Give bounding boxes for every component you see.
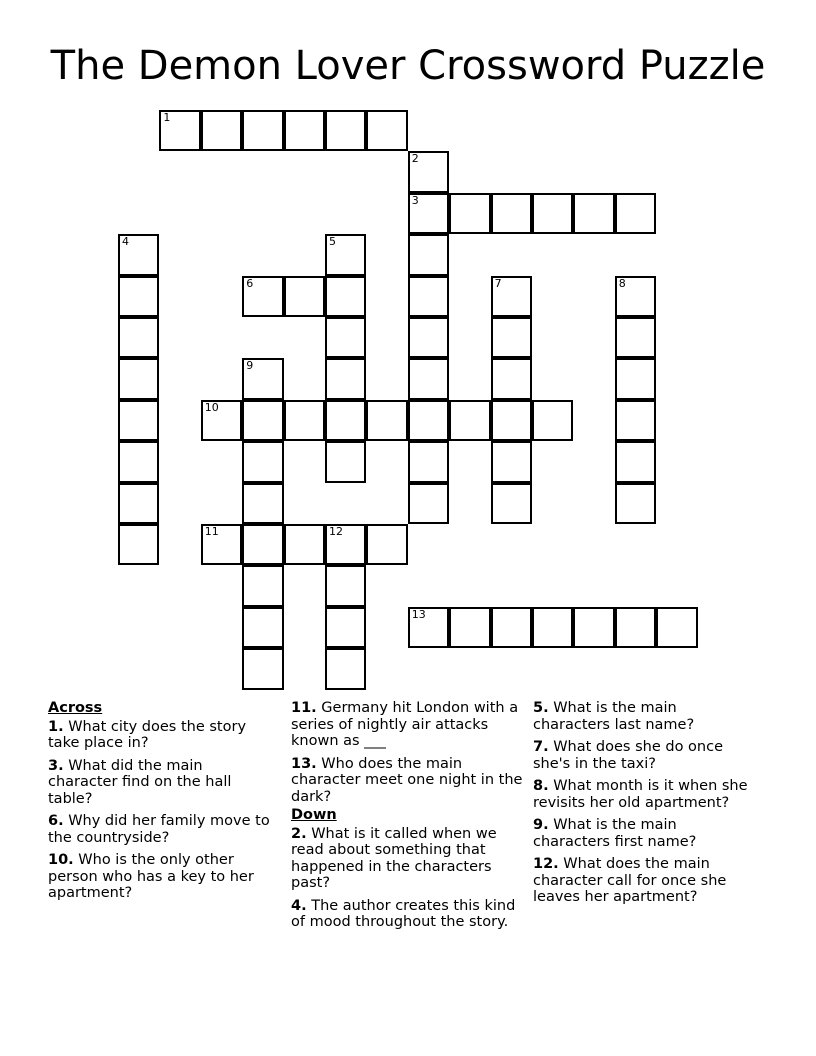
clue-number: 7. (533, 739, 549, 755)
clue-text: Who does the main character meet one night in the dark? (291, 755, 523, 805)
grid-cell[interactable] (532, 193, 573, 234)
grid-cell[interactable] (366, 524, 407, 565)
clue-down-8 (533, 778, 748, 811)
grid-cell[interactable] (615, 483, 656, 524)
grid-cell[interactable] (325, 358, 366, 399)
grid-cell[interactable] (159, 110, 200, 151)
grid-cell[interactable] (408, 193, 449, 234)
clue-across-10 (48, 852, 273, 902)
grid-cell[interactable] (449, 193, 490, 234)
grid-cell[interactable] (491, 400, 532, 441)
clue-text: Why did her family move to the countryside? (48, 813, 270, 846)
grid-cell[interactable] (491, 441, 532, 482)
grid-cell[interactable] (325, 524, 366, 565)
grid-cell[interactable] (408, 358, 449, 399)
grid-cell[interactable] (118, 317, 159, 358)
clue-across-11 (291, 700, 523, 750)
grid-cell[interactable] (118, 358, 159, 399)
grid-cell[interactable] (449, 400, 490, 441)
cell-number: 7 (494, 276, 502, 290)
cell-number: 13 (411, 607, 426, 621)
clue-down-2 (291, 826, 523, 892)
cell-number: 10 (204, 400, 219, 414)
grid-cell[interactable] (118, 234, 159, 275)
cell-number: 2 (411, 152, 419, 166)
grid-cell[interactable] (491, 276, 532, 317)
grid-cell[interactable] (325, 441, 366, 482)
grid-cell[interactable] (284, 524, 325, 565)
down-heading: Down (291, 807, 337, 823)
clue-number: 11. (291, 700, 317, 716)
grid-cell[interactable] (242, 110, 283, 151)
grid-cell[interactable] (615, 607, 656, 648)
clue-column-2 (291, 700, 523, 937)
grid-cell[interactable] (532, 400, 573, 441)
clue-number: 8. (533, 778, 549, 794)
clue-text: Germany hit London with a series of nightly air attacks known as ___ (291, 700, 519, 749)
grid-cell[interactable] (242, 400, 283, 441)
grid-cell[interactable] (201, 400, 242, 441)
grid-cell[interactable] (615, 317, 656, 358)
grid-cell[interactable] (532, 607, 573, 648)
page-title: The Demon Lover Crossword Puzzle (50, 43, 766, 89)
cell-number: 6 (246, 276, 254, 290)
clue-down-9 (533, 817, 748, 850)
grid-cell[interactable] (325, 648, 366, 689)
grid-cell[interactable] (201, 110, 242, 151)
grid-cell[interactable] (325, 317, 366, 358)
cell-number: 12 (329, 525, 343, 538)
grid-cell[interactable] (242, 524, 283, 565)
clue-text: What did the main character find on the hall table? (48, 757, 232, 807)
grid-cell[interactable] (408, 400, 449, 441)
cell-number: 5 (329, 235, 336, 249)
grid-cell[interactable] (118, 441, 159, 482)
cell-number: 1 (163, 111, 171, 124)
grid-cell[interactable] (242, 276, 283, 317)
clue-text: What month is it when she revisits her old apartment? (533, 778, 748, 811)
grid-cell[interactable] (408, 441, 449, 482)
clue-number: 2. (291, 825, 307, 842)
grid-cell[interactable] (408, 276, 449, 317)
clue-text: What city does the story take place in? (48, 718, 247, 751)
clue-number: 12. (533, 856, 559, 872)
grid-cell[interactable] (491, 193, 532, 234)
grid-cell[interactable] (242, 358, 283, 399)
clue-number: 6. (48, 813, 64, 829)
clue-down-5 (533, 700, 748, 733)
clue-number: 13. (291, 755, 317, 772)
grid-cell[interactable] (491, 317, 532, 358)
clue-column-1 (48, 700, 273, 908)
clue-text: What does the main character call for once she leaves her apartment? (533, 856, 727, 905)
cell-number: 8 (618, 276, 626, 290)
cell-number: 4 (122, 235, 129, 249)
clue-across-13 (291, 756, 523, 806)
grid-cell[interactable] (118, 524, 159, 565)
cell-number: 11 (204, 525, 219, 538)
grid-cell[interactable] (284, 276, 325, 317)
grid-cell[interactable] (284, 110, 325, 151)
grid-cell[interactable] (491, 358, 532, 399)
grid-cell[interactable] (491, 607, 532, 648)
grid-cell[interactable] (491, 483, 532, 524)
clue-number: 3. (48, 757, 64, 774)
clue-text: What is it called when we read about something that happened in the characters past? (291, 825, 497, 891)
clue-text: Who is the only other person who has a key to her apartment? (48, 852, 254, 901)
grid-cell[interactable] (325, 234, 366, 275)
clue-number: 4. (291, 897, 307, 914)
grid-cell[interactable] (242, 607, 283, 648)
grid-cell[interactable] (615, 441, 656, 482)
grid-cell[interactable] (325, 276, 366, 317)
clue-number: 1. (48, 718, 64, 735)
grid-cell[interactable] (325, 400, 366, 441)
clue-down-7 (533, 739, 748, 772)
grid-cell[interactable] (615, 276, 656, 317)
clue-number: 5. (533, 700, 549, 716)
across-heading: Across (48, 700, 103, 716)
grid-cell[interactable] (449, 607, 490, 648)
grid-cell[interactable] (242, 441, 283, 482)
clue-number: 10. (48, 852, 74, 868)
grid-cell[interactable] (408, 151, 449, 192)
grid-cell[interactable] (242, 483, 283, 524)
grid-cell[interactable] (366, 400, 407, 441)
clue-text: What is the main characters last name? (533, 700, 695, 733)
grid-cell[interactable] (366, 110, 407, 151)
clue-column-3 (533, 700, 748, 912)
grid-cell[interactable] (201, 524, 242, 565)
grid-cell[interactable] (408, 234, 449, 275)
cell-number: 9 (246, 359, 254, 373)
grid-cell[interactable] (408, 607, 449, 648)
clue-text: What does she do once she's in the taxi? (533, 739, 723, 772)
grid-cell[interactable] (118, 276, 159, 317)
clue-across-1 (48, 719, 273, 752)
clue-across-3 (48, 758, 273, 808)
grid-cell[interactable] (656, 607, 697, 648)
grid-cell[interactable] (573, 607, 614, 648)
grid-cell[interactable] (325, 110, 366, 151)
grid-cell[interactable] (118, 400, 159, 441)
clue-down-4 (291, 898, 523, 931)
grid-cell[interactable] (573, 193, 614, 234)
grid-cell[interactable] (242, 648, 283, 689)
clue-text: What is the main characters first name? (533, 817, 697, 850)
grid-cell[interactable] (408, 483, 449, 524)
grid-cell[interactable] (325, 565, 366, 606)
cell-number: 3 (411, 193, 419, 207)
grid-cell[interactable] (242, 565, 283, 606)
clue-down-12 (533, 856, 748, 906)
grid-cell[interactable] (284, 400, 325, 441)
grid-cell[interactable] (615, 193, 656, 234)
clue-across-6 (48, 813, 273, 846)
grid-cell[interactable] (118, 483, 159, 524)
grid-cell[interactable] (615, 358, 656, 399)
grid-cell[interactable] (408, 317, 449, 358)
clue-number: 9. (533, 817, 549, 833)
grid-cell[interactable] (325, 607, 366, 648)
clue-text: The author creates this kind of mood throughout the story. (291, 897, 516, 930)
grid-cell[interactable] (615, 400, 656, 441)
